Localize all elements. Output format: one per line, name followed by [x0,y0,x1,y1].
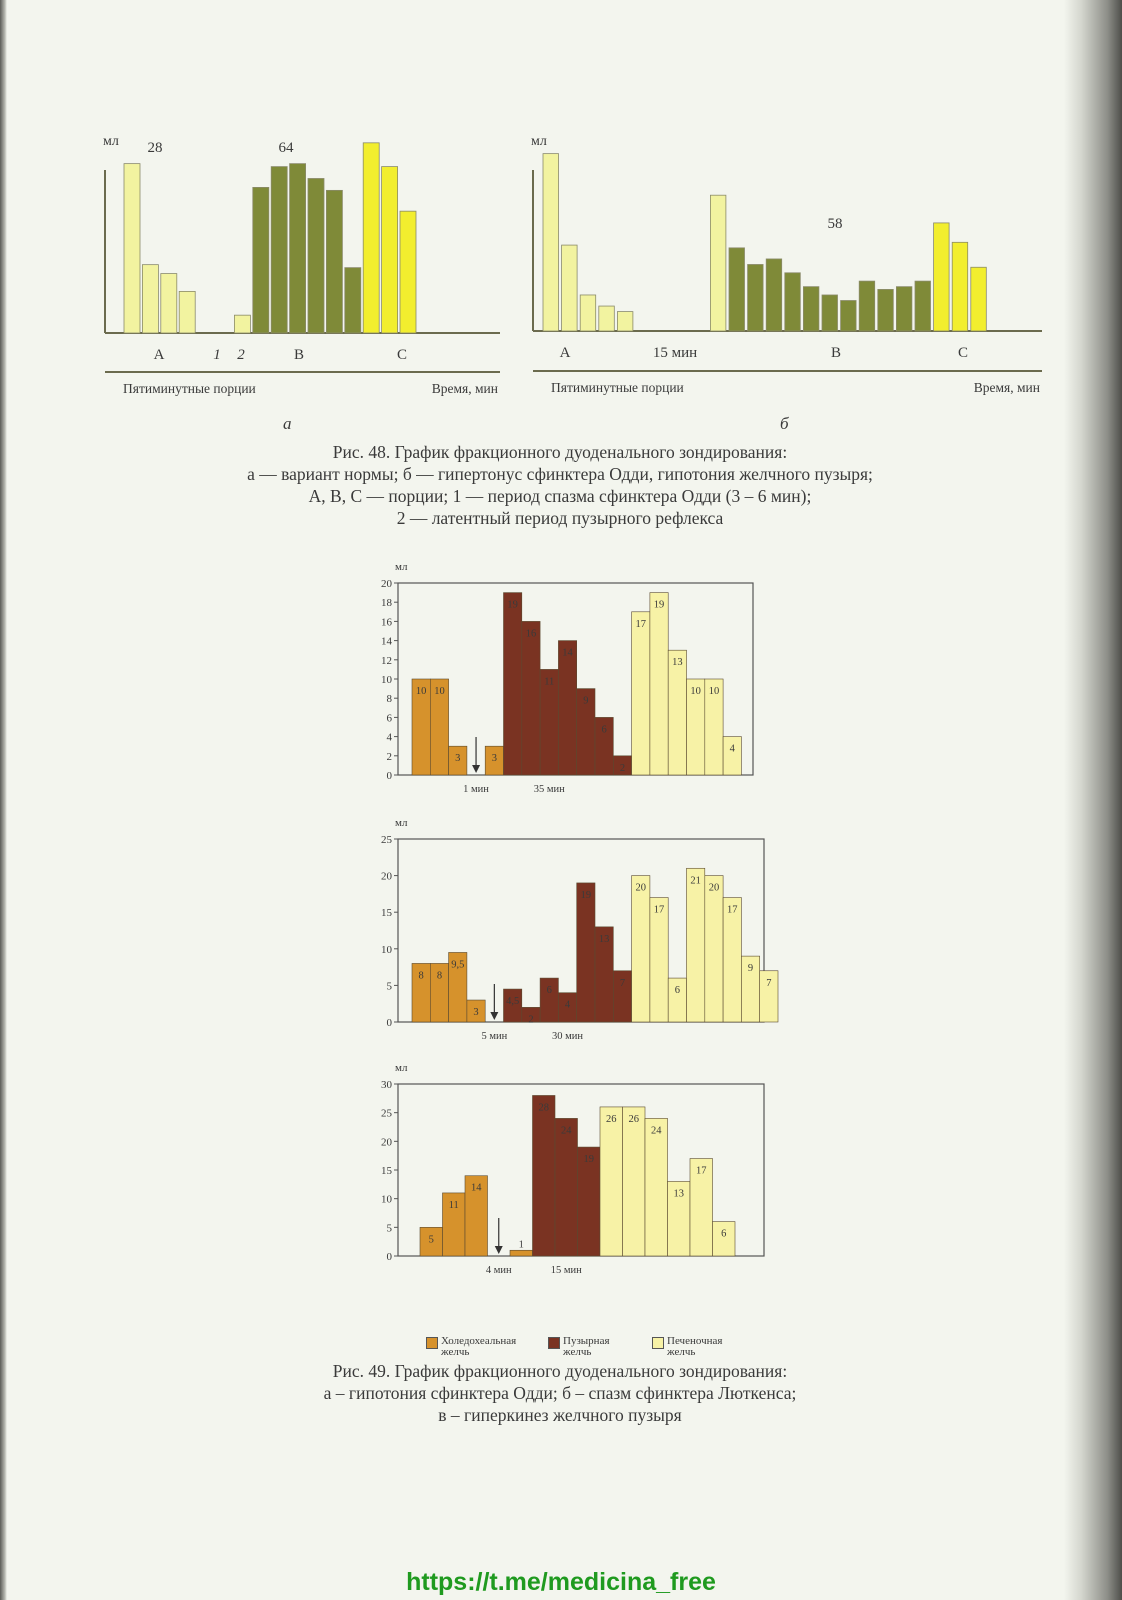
bar [234,315,250,333]
arrow-head [490,1012,498,1020]
y-tick-label: 30 [381,1079,392,1091]
bar-annotation: 58 [827,216,843,232]
bar-value-label: 21 [690,875,701,887]
bar [668,650,686,775]
y-tick-label: 16 [381,616,392,629]
y-tick-label: 20 [381,1136,392,1149]
x-tick-label: А [559,345,571,361]
bar-value-label: 8 [418,970,424,982]
bar-value-label: 17 [727,904,738,916]
bar [345,268,361,333]
bar-value-label: 13 [673,1188,684,1200]
bar-value-label: 28 [538,1102,549,1114]
bar-value-label: 5 [428,1234,434,1246]
bar [558,641,576,775]
bar-value-label: 13 [598,933,610,945]
bar [179,291,195,333]
bar-value-label: 24 [651,1125,662,1137]
bar-value-label: 24 [561,1125,572,1137]
y-tick-label: 20 [381,870,392,883]
bar [710,195,726,331]
fig49-caption-line: Рис. 49. График фракционного дуоденального зондирования: [332,1361,788,1381]
y-tick-label: 5 [386,980,392,993]
bar-value-label: 10 [708,686,720,697]
page-edge-left [0,0,7,1600]
bar [382,167,398,333]
page-edge-right [1064,0,1122,1600]
y-axis-label: мл [395,817,408,829]
y-axis-label: мл [395,1062,408,1074]
bar-value-label: 26 [628,1113,639,1125]
bar [599,306,615,331]
chart-fig48-b [525,125,1055,415]
x-axis-label-right: Время, мин [973,380,1040,395]
x-tick-label: 15 мин [652,345,698,361]
bar [822,295,838,331]
x-tick-label: В [293,347,305,363]
bar [878,289,894,331]
time-label: 5 мин [481,1031,508,1042]
y-tick-label: 0 [386,770,392,782]
bar-value-label: 8 [436,970,443,982]
y-tick-label: 0 [386,1251,392,1263]
bar [748,264,764,331]
y-tick-label: 25 [381,1107,392,1120]
bar-value-label: 20 [708,882,720,894]
y-tick-label: 15 [381,1165,392,1177]
time-label: 15 мин [550,1265,582,1276]
bar [841,301,857,331]
bar-value-label: 9 [583,695,589,707]
legend-label: Холедохеальная желчь [441,1335,517,1358]
bar [543,154,559,331]
bar [522,621,540,775]
bar-value-label: 3 [455,753,461,765]
fig48-caption-line: а — вариант нормы; б — гипертонус сфинктера Одди, гипотония желчного пузыря; [247,464,873,484]
bar [363,143,379,333]
bar-value-label: 17 [696,1165,707,1177]
legend-swatch-choledochal [426,1337,438,1349]
bar-value-label: 2 [528,1014,534,1026]
bar [785,273,801,331]
bar [632,876,650,1022]
bar [308,178,324,333]
bar [632,612,650,775]
fig49-caption-line: а – гипотония сфинктера Одди; б – спазм сфинктера Люткенса; [323,1383,797,1403]
bar [290,164,306,333]
bar [533,1095,556,1256]
y-tick-label: 10 [381,674,392,686]
bar-annotation: 64 [278,140,294,156]
bar-value-label: 1 [518,1239,524,1251]
bar-value-label: 17 [635,618,646,630]
y-tick-label: 25 [381,834,392,846]
time-label: 30 мин [552,1031,584,1042]
bar [687,868,705,1022]
bar-value-label: 7 [766,977,772,989]
bar [504,593,522,775]
y-tick-label: 4 [386,731,392,744]
bar-value-label: 20 [635,882,646,894]
bar-value-label: 26 [606,1113,617,1125]
bar [723,737,741,775]
x-tick-label: 2 [237,347,245,363]
bar [623,1107,646,1256]
bar [577,883,595,1022]
y-tick-label: 10 [381,943,392,956]
arrow-head [495,1246,503,1254]
fig48-b-sublabel: б [780,414,789,433]
fig49-caption [110,1360,1010,1426]
bar-value-label: 13 [672,657,683,669]
bar [723,898,741,1022]
bar-value-label: 9,5 [451,959,465,971]
bar-value-label: 2 [619,762,626,774]
bar-value-label: 11 [544,676,555,688]
y-tick-label: 2 [386,750,392,763]
bar-annotation: 28 [147,140,163,156]
x-axis-label-left: Пятиминутные порции [551,380,684,395]
bar-value-label: 6 [721,1228,727,1240]
bar-value-label: 19 [507,599,518,611]
bar-value-label: 16 [525,628,537,640]
bar-value-label: 4,5 [506,996,520,1008]
x-tick-label: С [957,345,969,361]
x-axis-label-right: Время, мин [431,381,498,396]
legend-swatch-hepatic [652,1337,664,1349]
bar [952,242,968,331]
chart-fig49-b [360,810,780,1070]
bar [766,259,782,331]
bar [617,312,633,331]
bar [400,211,416,333]
bar-value-label: 9 [747,963,754,975]
y-tick-label: 0 [386,1017,392,1029]
legend-label: Пузырная желчь [563,1335,610,1358]
bar-value-label: 10 [434,686,445,697]
bar-value-label: 10 [690,686,701,697]
bar [555,1118,578,1256]
x-axis-label-left: Пятиминутные порции [123,381,256,396]
bar-value-label: 10 [415,686,427,697]
bar [803,287,819,331]
y-tick-label: 10 [381,1193,392,1206]
bar-value-label: 6 [546,985,552,997]
bar [705,876,723,1022]
bar-value-label: 6 [674,985,680,997]
bar [650,593,668,775]
legend-label: Печеночная желчь [667,1335,723,1358]
chart-fig49-a [360,555,780,820]
bar [580,295,596,331]
bar [645,1118,668,1256]
x-tick-label: А [153,347,165,363]
bar [859,281,875,331]
bar-value-label: 4 [729,743,735,755]
fig48-caption-line: А, В, С — порции; 1 — период спазма сфинктера Одди (3 – 6 мин); [308,486,812,506]
bar [915,281,931,331]
fig48-caption [110,441,1010,529]
bar-value-label: 19 [653,599,665,611]
bar [729,248,745,331]
y-tick-label: 14 [381,635,392,648]
bar [934,223,950,331]
y-axis-label: мл [531,134,547,149]
fig49-caption-line: в – гиперкинез желчного пузыря [438,1405,682,1425]
bar [124,164,140,333]
bar-value-label: 3 [473,1007,479,1019]
bar [600,1107,623,1256]
y-tick-label: 6 [386,712,392,725]
y-tick-label: 20 [381,578,392,590]
bar [142,265,158,333]
bar [253,187,269,333]
bar [271,167,287,333]
x-tick-label: 1 [213,347,221,363]
bar-value-label: 6 [601,724,607,736]
fig48-a-sublabel: а [283,414,292,433]
time-label: 35 мин [533,784,565,795]
y-axis-label: мл [103,134,119,149]
bar [562,245,578,331]
bar-value-label: 14 [471,1182,482,1194]
fig48-caption-line: Рис. 48. График фракционного дуоденального зондирования: [332,442,788,462]
bar [971,267,987,331]
legend-swatch-gallbladder [548,1337,560,1349]
bar [650,898,668,1022]
telegram-link[interactable]: https://t.me/medicina_free [406,1568,716,1596]
y-tick-label: 8 [386,693,392,706]
chart-fig49-c [360,1056,780,1306]
bar-value-label: 3 [491,753,497,765]
bar-value-label: 7 [619,977,626,989]
bar-value-label: 17 [653,904,665,916]
bar-value-label: 19 [583,1154,594,1166]
chart-fig48-a [95,125,515,415]
bar [896,287,912,331]
bar-value-label: 11 [448,1199,459,1211]
time-label: 4 мин [485,1265,512,1276]
y-tick-label: 15 [381,907,392,920]
bar-value-label: 4 [564,999,571,1011]
arrow-head [472,765,480,773]
bar [326,190,342,333]
x-tick-label: В [830,345,842,361]
bar [161,274,177,333]
y-tick-label: 5 [386,1222,392,1235]
y-tick-label: 12 [381,654,392,667]
bar [510,1250,533,1256]
y-tick-label: 18 [381,597,392,610]
y-axis-label: мл [395,561,408,573]
x-tick-label: С [396,347,408,363]
bar-value-label: 19 [580,889,592,901]
time-label: 1 мин [463,784,489,795]
bar-value-label: 14 [562,647,573,659]
fig48-caption-line: 2 — латентный период пузырного рефлекса [396,508,724,528]
